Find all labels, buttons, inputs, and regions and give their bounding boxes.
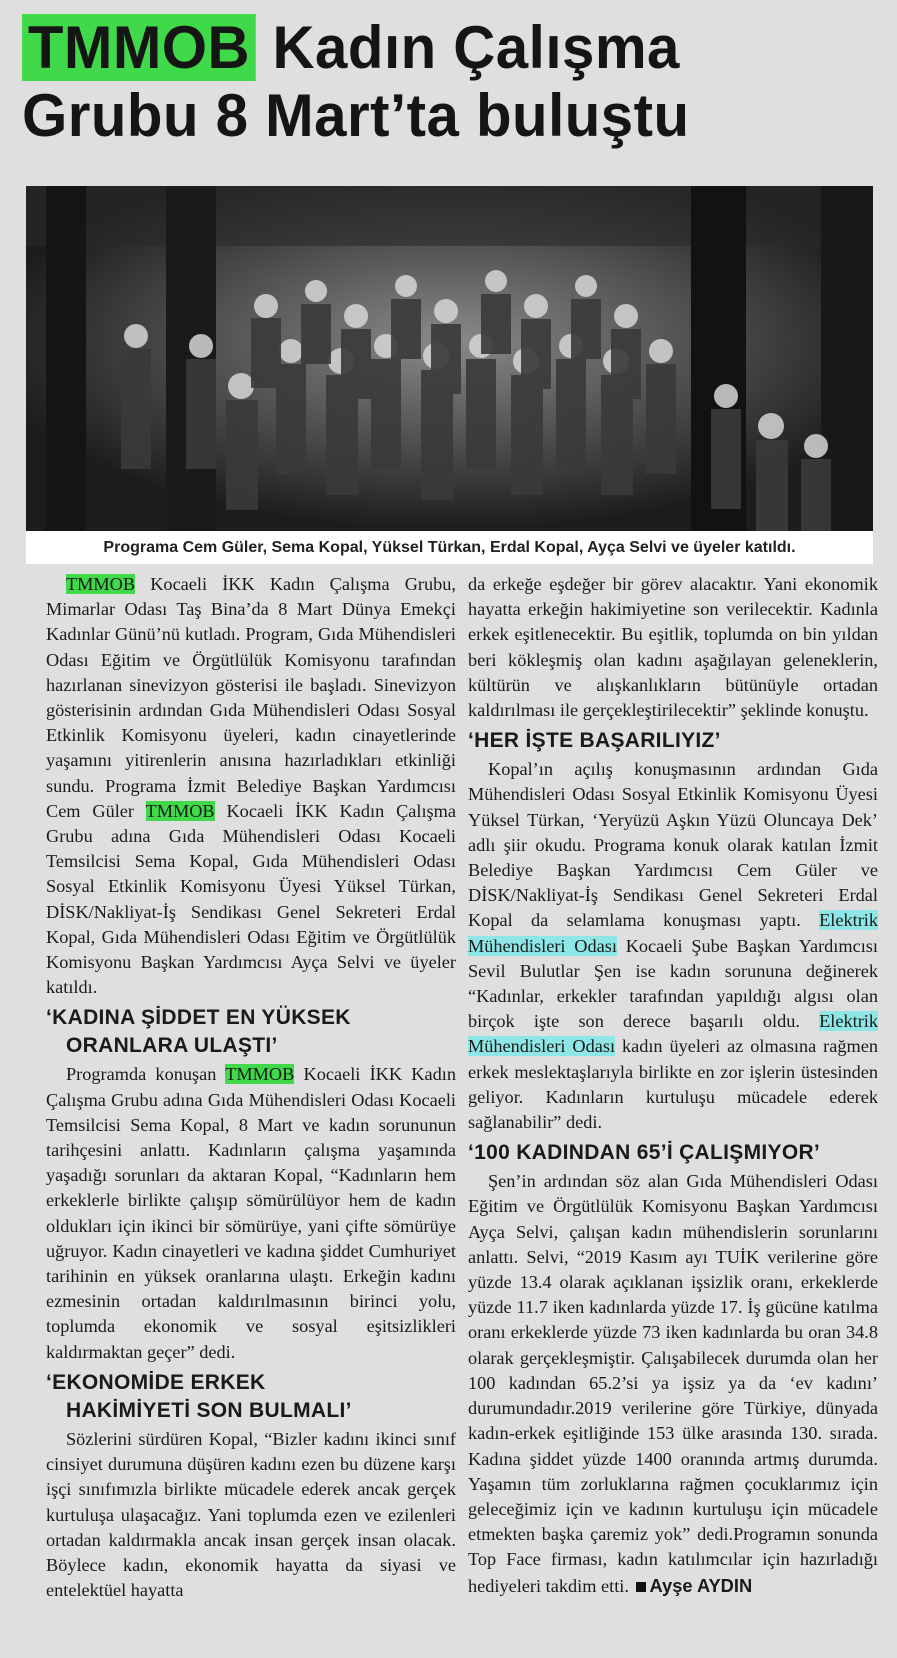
group-photo: [26, 186, 873, 531]
photo-caption: Programa Cem Güler, Sema Kopal, Yüksel Türkan, Erdal Kopal, Ayça Selvi ve üyeler katıldı.: [26, 531, 873, 564]
headline: [22, 14, 851, 150]
paragraph: da erkeğe eşdeğer bir görev alacaktır. Yani ekonomik hayatta erkeğin hakimiyetine son verilecektir. Kadınla erkek eşitlenecektir. Bu eşitlik, toplumda on bin yıldan beri kökleşmiş olan kadını aşağılayan geleneklerin, kültürün ve alışkanlıkların bütünüyle ortadan kaldırılması ile gerçekleştirilecektir” şeklinde konuştu.: [468, 574, 878, 721]
subheading: ‘KADINA ŞİDDET EN YÜKSEK ORANLARA ULAŞTI’: [46, 1006, 351, 1058]
article: [22, 14, 877, 1644]
emo-highlight: Elektrik Mühendisleri Odası: [468, 1011, 878, 1057]
square-bullet-icon: [636, 1582, 646, 1592]
subheading: ‘HER İŞTE BAŞARILIYIZ’: [468, 729, 721, 753]
emo-highlight: Elektrik Mühendisleri Odası: [468, 910, 878, 956]
byline: Ayşe AYDIN: [649, 1574, 753, 1596]
headline-line1: Kadın Çalışma: [255, 14, 680, 81]
tmmob-highlight: TMMOB: [66, 574, 136, 594]
paragraph: TMMOB Kocaeli İKK Kadın Çalışma Grubu, Mimarlar Odası Taş Bina’da 8 Mart Dünya Emekçi Kadınlar Günü’nü kutladı. Program, Gıda Mühendisleri Odası Eğitim ve Örgütlülük Komisyonu tarafından hazırlanan sinevizyon gösterisi ile başladı. Sinevizyon gösterisinin ardından Gıda Mühendisleri Odası Sosyal Etkinlik Komisyonu üyeleri, kadın cinayetlerinde yaşamını yitirenlerin anısına hazırladıkları etkinliği sundu. Programa İzmit Belediye Başkan Yardımcısı Cem Güler TMMOB Kocaeli İKK Kadın Çalışma Grubu adına Gıda Mühendisleri Odası Kocaeli Temsilcisi Sema Kopal, Gıda Mühendisleri Odası Sosyal Etkinlik Komisyonu Üyesi Yüksel Türkan, DİSK/Nakliyat-İş Sendikası Genel Sekreteri Erdal Kopal, Gıda Mühendisleri Odası Eğitim ve Örgütlülük Komisyonu Başkan Yardımcısı Ayça Selvi ve üyeler katıldı.: [46, 574, 456, 998]
tmmob-highlight: TMMOB: [225, 1064, 295, 1085]
right-column: [468, 572, 878, 1599]
paragraph: Sözlerini sürdüren Kopal, “Bizler kadını ikinci sınıf cinsiyet durumuna düşüren kadını ezen bu düzene karşı işçi sınıfımızla birlikte mücadele ederek ancak gerçek kurtuluşa ulaşacağız. Yani toplumda ezen ve ezilenleri ortadan kaldırmakla ancak insan gerçek insan olacak. Böylece kadın, ekonomik hayatta da siyasi ve entelektüel hayatta: [46, 1428, 456, 1601]
group-photo-image: [26, 186, 873, 531]
paragraph: Şen’in ardından söz alan Gıda Mühendisleri Odası Eğitim ve Örgütlülük Komisyonu Başkan Yardımcısı Ayça Selvi, çalışan kadın mühendislerin sorunlarını anlattı. Selvi, “2019 Kasım ayı TUİK verilerine göre yüzde 13.4 olarak açıklanan işsizlik oranı, erkeklerde yüzde 11.7 iken kadınlarda yüzde 17. İş gücüne katılma oranı erkeklerde yüzde 73 iken kadınlarda bu oran 34.8 olarak gerçekleşmiştir. Çalışabilecek durumda olan her 100 kadından 65.2’si ya işsiz ya da ‘ev kadını’ durumundadır.2019 verilerine göre Türkiye, dünyada kadın-erkek eşitliğinde 153 ülke arasında 130. sırada. Kadına şiddet yüzde 1400 oranında artmış durumda. Yaşamın tüm zorluklarına rağmen çocuklarımız için geleceğimiz için ve kadının kurtuluşu için mücadele etmekten başka çaremiz yok” dedi.Programın sonunda Top Face firması, kadın katılımcılar için hazırladığı hediyeleri takdim etti. Ayşe AYDIN: [468, 1171, 878, 1596]
headline-line2: Grubu 8 Mart’ta buluştu: [22, 82, 690, 149]
tmmob-highlight: TMMOB: [145, 800, 215, 821]
subheading: ‘100 KADINDAN 65’İ ÇALIŞMIYOR’: [468, 1141, 821, 1165]
paragraph: Kopal’ın açılış konuşmasının ardından Gıda Mühendisleri Odası Sosyal Etkinlik Komisyonu Üyesi Yüksel Türkan, ‘Yeryüzü Aşkın Yüzü Oluncaya Dek’ adlı şiir okudu. Programa konuk olarak katılan İzmit Belediye Başkan Yardımcısı Cem Güler ve DİSK/Nakliyat-İş Sendikası Genel Sekreteri Erdal Kopal da selamlama konuşması yaptı. Elektrik Mühendisleri Odası Kocaeli Şube Başkan Yardımcısı Sevil Bulutlar Şen ise kadın sorununa değinerek “Kadınlar, erkekler tarafından yapıldığı algısı olan birçok işte son derece başarılı oldu. Elektrik Mühendisleri Odası kadın üyeleri az olmasına rağmen erkek meslektaşlarıyla birlikte en zor işlerin üstesinden geliyor. Kadınların kurtuluşu mücadele ederek sağlanabilir” dedi.: [468, 759, 878, 1133]
subheading: ‘EKONOMİDE ERKEK HAKİMİYETİ SON BULMALI’: [46, 1370, 352, 1422]
left-column: [46, 572, 456, 1603]
headline-highlight-tmmob: TMMOB: [22, 14, 256, 81]
paragraph: Programda konuşan TMMOB Kocaeli İKK Kadın Çalışma Grubu adına Gıda Mühendisleri Odası Kocaeli Temsilcisi Sema Kopal, 8 Mart ve kadın sorununun tarihçesini anlattı. Kadınların çalışma yaşamında yaşadığı sorunları da aktaran Kopal, “Kadınların hem erkeklerle birlikte çalışıp sömürülüyor hem de kadın oldukları için ikinci bir sömürüye, yani çifte sömürüye uğruyor. Kadın cinayetleri ve kadına şiddet Cumhuriyet tarihinin en yüksek oranlarına ulaştı. Erkeğin kadını ezmesinin ortadan kaldırılmasının birinci yolu, toplumda ekonomik ve sosyal eşitsizlikleri kaldırmaktan geçer” dedi.: [46, 1064, 456, 1362]
